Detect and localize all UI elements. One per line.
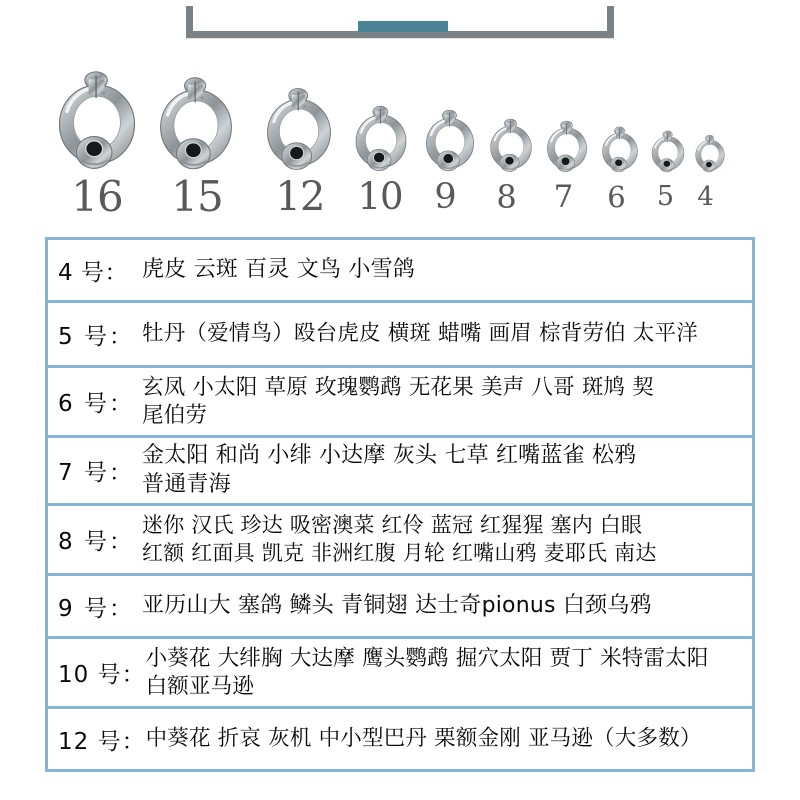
row-size-label: 12 号： <box>58 728 146 755</box>
row-species-list <box>142 374 752 430</box>
row-size-label: 5 号： <box>58 323 134 350</box>
table-row <box>48 303 752 368</box>
row-species-line: 红额 红面具 凯克 非洲红腹 月轮 红嘴山鸦 麦耶氏 南达 <box>142 540 657 565</box>
row-species-line: 迷你 汉氏 珍达 吸密澳菜 红伶 蓝冠 红猩猩 塞内 白眼 <box>142 513 643 538</box>
ring-specimen-8 <box>485 118 537 175</box>
ring-specimen-7 <box>542 120 592 175</box>
table-row <box>48 576 752 639</box>
ring-size-number-7: 7 <box>553 179 573 215</box>
row-size-label: 8 号： <box>58 529 134 555</box>
row-species-list <box>146 725 752 753</box>
ring-size-number-12: 12 <box>275 174 325 220</box>
row-species-list <box>142 592 752 621</box>
row-species-line: 亚历山大 塞鸽 鳞头 青铜翅 达士奇pionus 白颈乌鸦 <box>142 592 652 618</box>
row-size-label: 9 号： <box>58 595 134 622</box>
ring-specimen-row <box>0 60 800 175</box>
table-row <box>48 709 752 772</box>
ring-specimen-16 <box>48 70 146 175</box>
measuring-scale-bracket <box>186 4 614 38</box>
row-species-line: 普通青海 <box>142 471 231 497</box>
row-species-list <box>142 320 752 348</box>
ring-size-number-5: 5 <box>656 181 674 212</box>
table-row <box>48 506 752 576</box>
table-row <box>48 639 752 709</box>
ring-specimen-5 <box>648 130 688 175</box>
ring-size-number-4: 4 <box>697 182 713 212</box>
table-row <box>48 438 752 506</box>
ring-size-number-6: 6 <box>607 180 625 214</box>
ring-specimen-10 <box>349 105 413 175</box>
ring-size-label-row <box>0 172 800 222</box>
ring-size-number-10: 10 <box>357 175 403 218</box>
row-species-line: 中葵花 折哀 灰机 中小型巴丹 栗额金刚 亚马逊（大多数） <box>145 726 702 752</box>
ring-size-number-16: 16 <box>71 172 123 221</box>
bracket-highlight-marker <box>358 21 448 32</box>
row-size-label: 7 号： <box>58 460 134 486</box>
row-size-label: 6 号： <box>58 391 134 417</box>
row-species-line: 金太阳 和尚 小绯 小达摩 灰头 七草 红嘴蓝雀 松鸦 <box>142 442 637 468</box>
bracket-bar <box>186 31 614 38</box>
row-species-list <box>142 442 752 499</box>
species-size-table <box>45 237 755 772</box>
table-row <box>48 368 752 438</box>
row-size-label: 10 号： <box>58 662 146 688</box>
ring-specimen-15 <box>150 76 242 175</box>
ring-size-number-8: 8 <box>496 178 516 216</box>
row-species-line: 小葵花 大绯胸 大达摩 鹰头鹦鹉 掘穴太阳 贾丁 米特雷太阳 <box>145 645 709 671</box>
row-species-list <box>146 645 752 701</box>
ring-size-number-15: 15 <box>171 172 223 221</box>
ring-size-number-9: 9 <box>434 177 456 217</box>
row-species-line: 白额亚马逊 <box>145 673 255 699</box>
ring-specimen-12 <box>258 87 340 175</box>
ring-specimen-9 <box>420 109 480 175</box>
row-species-line: 虎皮 云斑 百灵 文鸟 小雪鸽 <box>142 256 415 282</box>
row-species-line: 尾伯劳 <box>142 402 208 428</box>
ring-specimen-4 <box>692 134 728 175</box>
table-row <box>48 240 752 303</box>
row-species-line: 玄凤 小太阳 草原 玫瑰鹦鹉 无花果 美声 八哥 斑鸠 契 <box>142 374 654 400</box>
row-species-list <box>142 256 752 285</box>
row-species-list <box>142 512 752 567</box>
row-species-line: 牡丹（爱情鸟）殴台虎皮 横斑 蜡嘴 画眉 棕背劳伯 太平洋 <box>142 321 698 347</box>
ring-specimen-6 <box>598 126 642 175</box>
row-size-label: 4 号： <box>58 259 128 286</box>
